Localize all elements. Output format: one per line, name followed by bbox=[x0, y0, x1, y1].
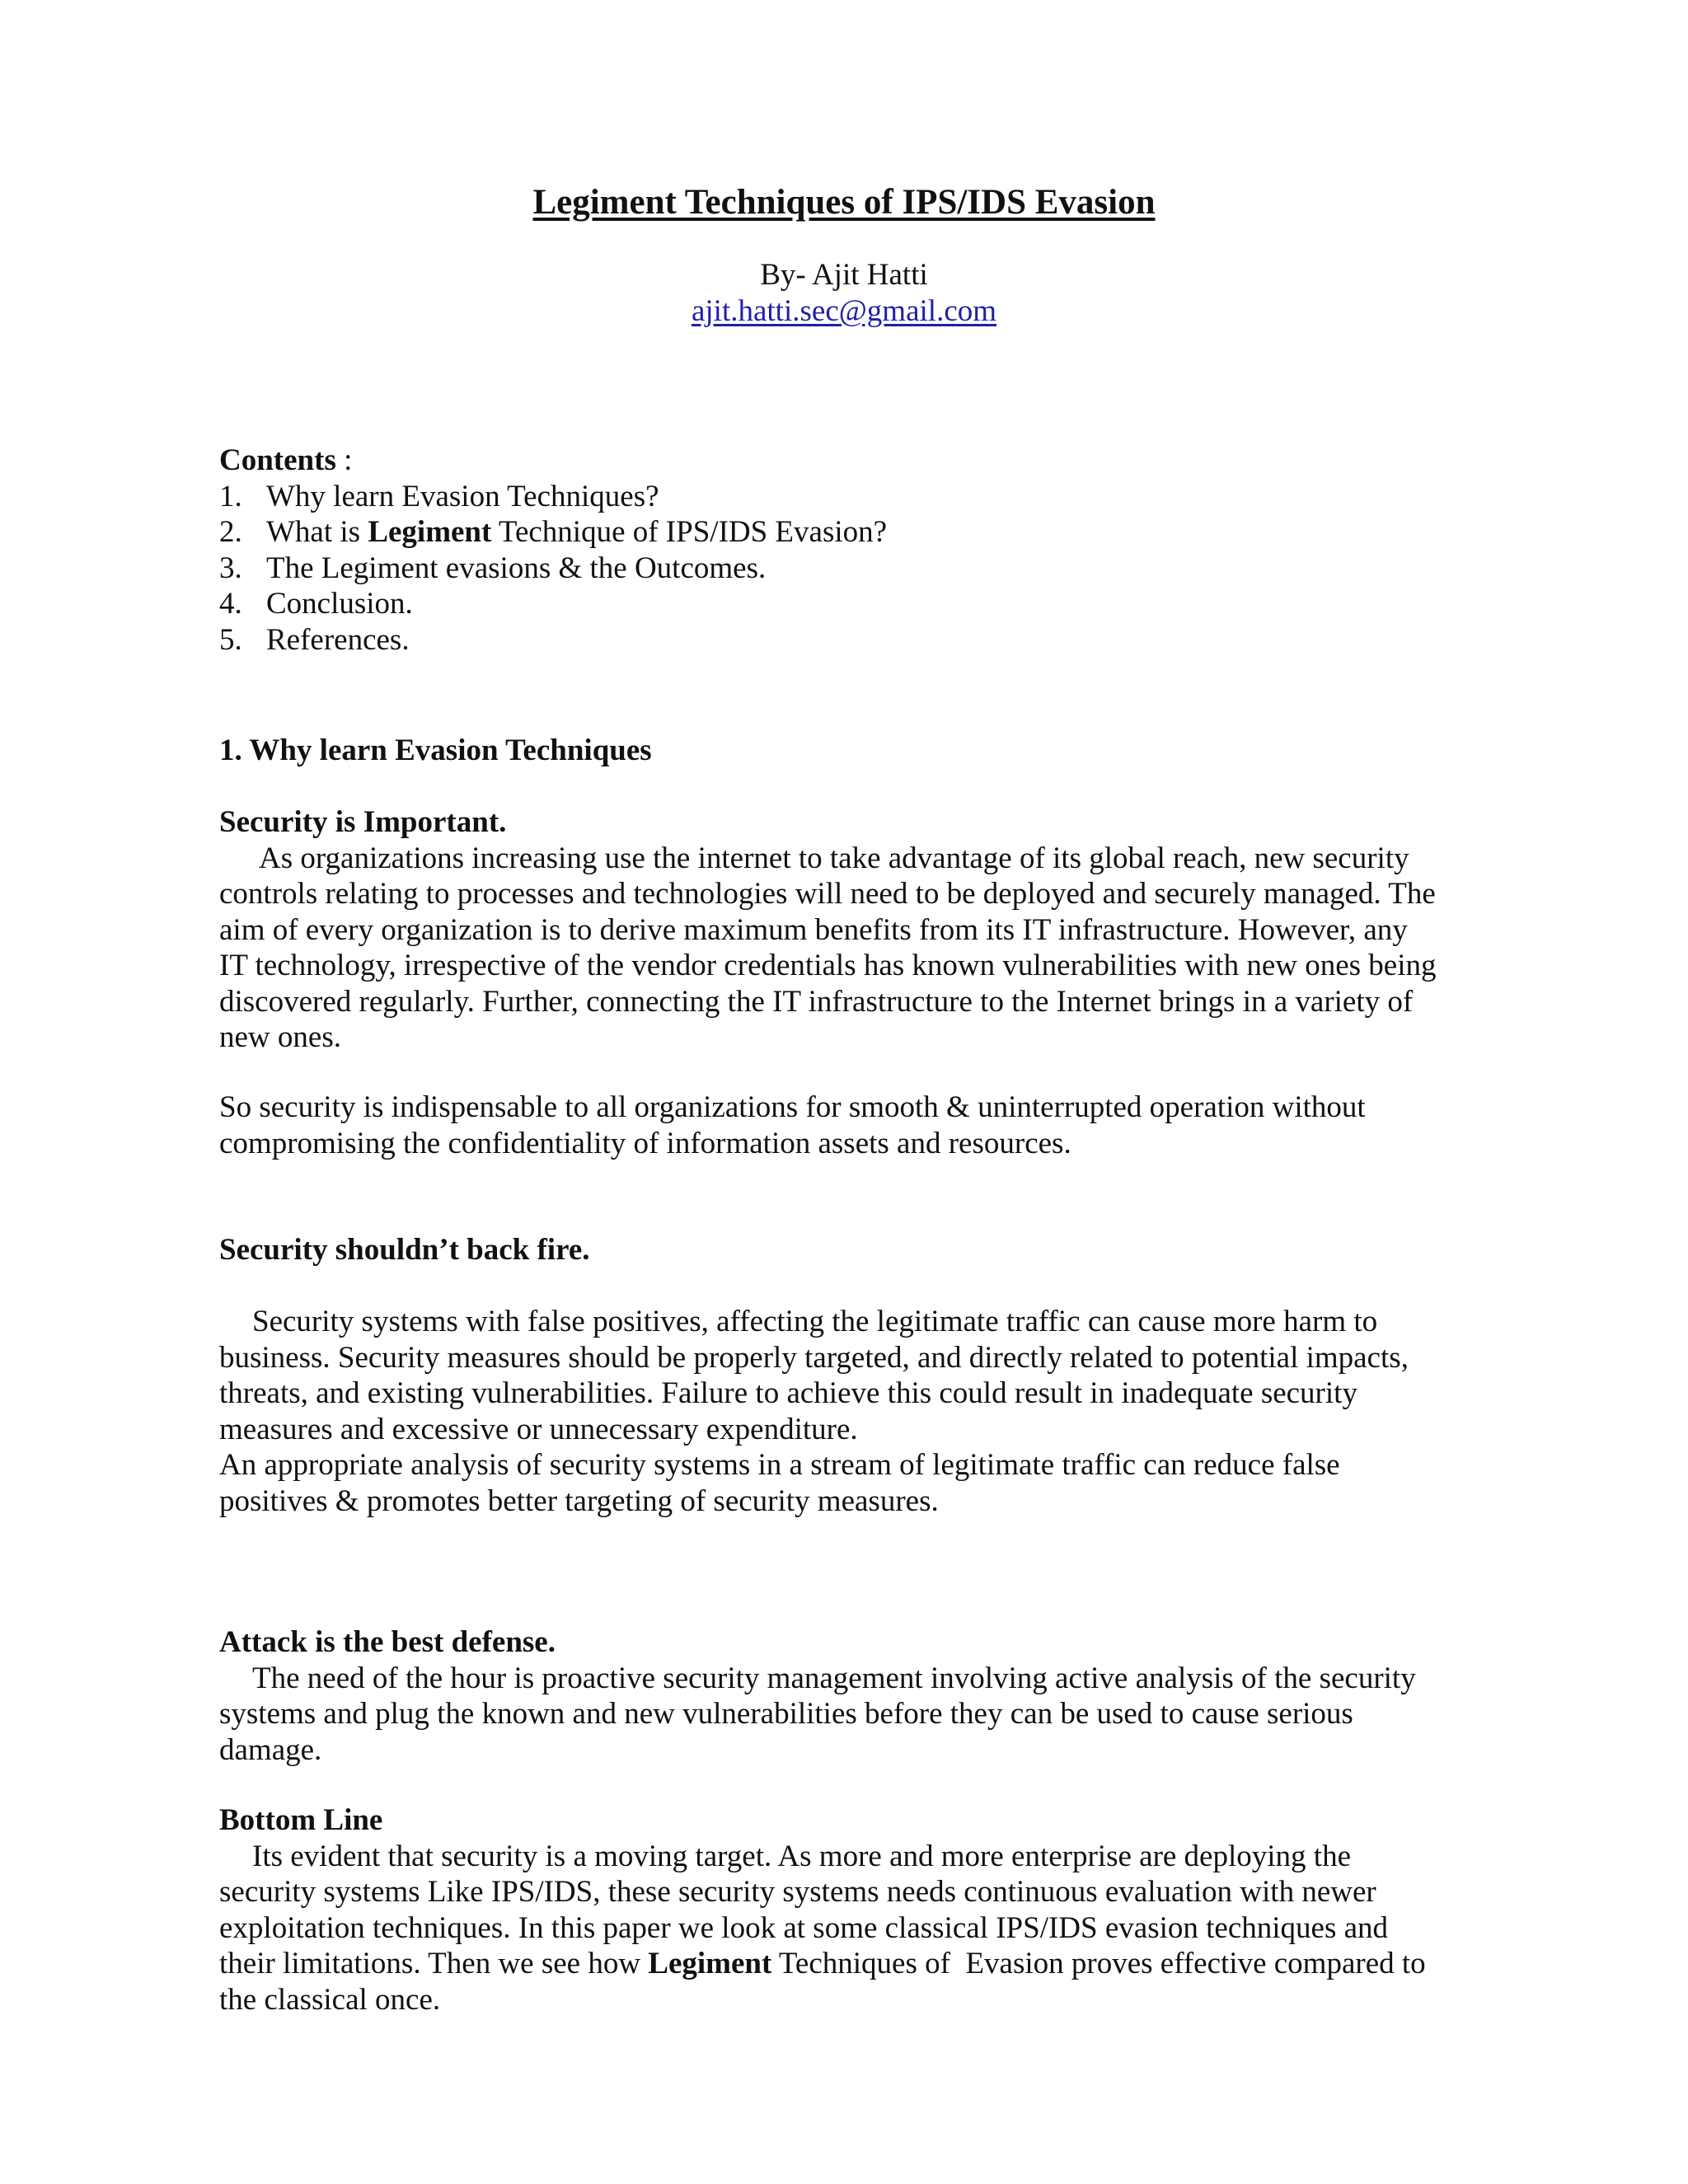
paragraph-line: As organizations increasing use the internet to take advantage of its global reach, new security bbox=[259, 841, 1409, 875]
contents-item-text: What is bbox=[266, 515, 368, 549]
legiment-bold: Legiment bbox=[648, 1947, 772, 1980]
paragraph-line: So security is indispensable to all organizations for smooth & uninterrupted operation without bbox=[219, 1090, 1366, 1124]
attack-heading: Attack is the best defense. bbox=[219, 1625, 556, 1659]
document-title: Legiment Techniques of IPS/IDS Evasion bbox=[532, 183, 1156, 222]
paragraph-line: positives & promotes better targeting of security measures. bbox=[219, 1483, 939, 1518]
paragraph-line: Security systems with false positives, affecting the legitimate traffic can cause more harm to bbox=[252, 1305, 1378, 1338]
author-email-link[interactable]: ajit.hatti.sec@gmail.com bbox=[691, 294, 997, 328]
paragraph-line: business. Security measures should be properly targeted, and directly related to potential impacts, bbox=[219, 1340, 1409, 1375]
security-important-heading: Security is Important. bbox=[219, 805, 507, 839]
contents-item-number: 1. bbox=[219, 479, 242, 513]
contents-item-number: 3. bbox=[219, 551, 242, 585]
paragraph-line: Its evident that security is a moving target. As more and more enterprise are deploying the bbox=[252, 1839, 1351, 1873]
paragraph-text: their limitations. Then we see how bbox=[219, 1947, 649, 1980]
author-email bbox=[0, 293, 1688, 330]
back-fire-heading: Security shouldn’t back fire. bbox=[219, 1233, 590, 1267]
bottom-line-heading: Bottom Line bbox=[219, 1803, 383, 1837]
security-important-paragraph-2 bbox=[219, 1090, 1489, 1161]
paragraph-line: security systems Like IPS/IDS, these security systems needs continuous evaluation with newer bbox=[219, 1875, 1376, 1909]
contents-item-number: 5. bbox=[219, 622, 242, 657]
section-1 bbox=[219, 733, 1489, 769]
paragraph-line: IT technology, irrespective of the vendor credentials has known vulnerabilities with new ones being bbox=[219, 949, 1437, 982]
paragraph-line: systems and plug the known and new vulnerabilities before they can be used to cause serious bbox=[219, 1697, 1353, 1731]
contents-item-text: Technique of IPS/IDS Evasion? bbox=[491, 515, 888, 549]
contents-item-text: References. bbox=[266, 622, 410, 657]
paragraph-line: exploitation techniques. In this paper we look at some classical IPS/IDS evasion techniques and bbox=[219, 1910, 1389, 1945]
contents-heading-line bbox=[219, 443, 1489, 479]
section-1-heading: 1. Why learn Evasion Techniques bbox=[219, 733, 652, 767]
paragraph-line: compromising the confidentiality of information assets and resources. bbox=[219, 1126, 1071, 1160]
contents-heading: Contents bbox=[219, 443, 336, 477]
paragraph-line: measures and excessive or unnecessary expenditure. bbox=[219, 1412, 858, 1446]
back-fire-section bbox=[219, 1232, 1489, 1268]
paragraph-line: aim of every organization is to derive maximum benefits from its IT infrastructure. However, any bbox=[219, 912, 1408, 947]
contents-item-bold: Legiment bbox=[368, 515, 492, 549]
paragraph-line: new ones. bbox=[219, 1020, 341, 1054]
contents-item bbox=[219, 479, 1489, 515]
contents-item-number: 4. bbox=[219, 587, 242, 621]
contents-item bbox=[219, 551, 1489, 587]
paragraph-line: controls relating to processes and technologies will need to be deployed and securely managed. The bbox=[219, 877, 1436, 911]
paragraph-text: Techniques of Evasion proves effective compared to bbox=[771, 1947, 1426, 1980]
contents-item bbox=[219, 622, 1489, 658]
contents-item-text: The Legiment evasions & the Outcomes. bbox=[266, 551, 767, 585]
contents-item bbox=[219, 586, 1489, 622]
security-important-section bbox=[219, 804, 1489, 1056]
paragraph-line: The need of the hour is proactive security management involving active analysis of the security bbox=[252, 1661, 1416, 1695]
bottom-line-section bbox=[219, 1802, 1489, 2018]
contents-colon: : bbox=[335, 443, 353, 477]
contents-section bbox=[219, 443, 1489, 658]
author-byline: By- Ajit Hatti bbox=[760, 258, 928, 292]
paragraph-line: the classical once. bbox=[219, 1982, 441, 2017]
paragraph-line: discovered regularly. Further, connecting the IT infrastructure to the Internet brings in a variety of bbox=[219, 984, 1414, 1019]
back-fire-paragraph bbox=[219, 1304, 1489, 1519]
contents-item-text: Conclusion. bbox=[266, 587, 413, 621]
contents-item-number: 2. bbox=[219, 515, 242, 549]
contents-item-text: Why learn Evasion Techniques? bbox=[266, 479, 659, 513]
paragraph-line: threats, and existing vulnerabilities. Failure to achieve this could result in inadequate security bbox=[219, 1376, 1357, 1410]
contents-item bbox=[219, 514, 1489, 551]
paragraph-line bbox=[219, 1946, 1489, 1982]
paragraph-line: An appropriate analysis of security systems in a stream of legitimate traffic can reduce false bbox=[219, 1448, 1340, 1482]
paragraph-line: damage. bbox=[219, 1732, 322, 1767]
attack-section bbox=[219, 1624, 1489, 1768]
